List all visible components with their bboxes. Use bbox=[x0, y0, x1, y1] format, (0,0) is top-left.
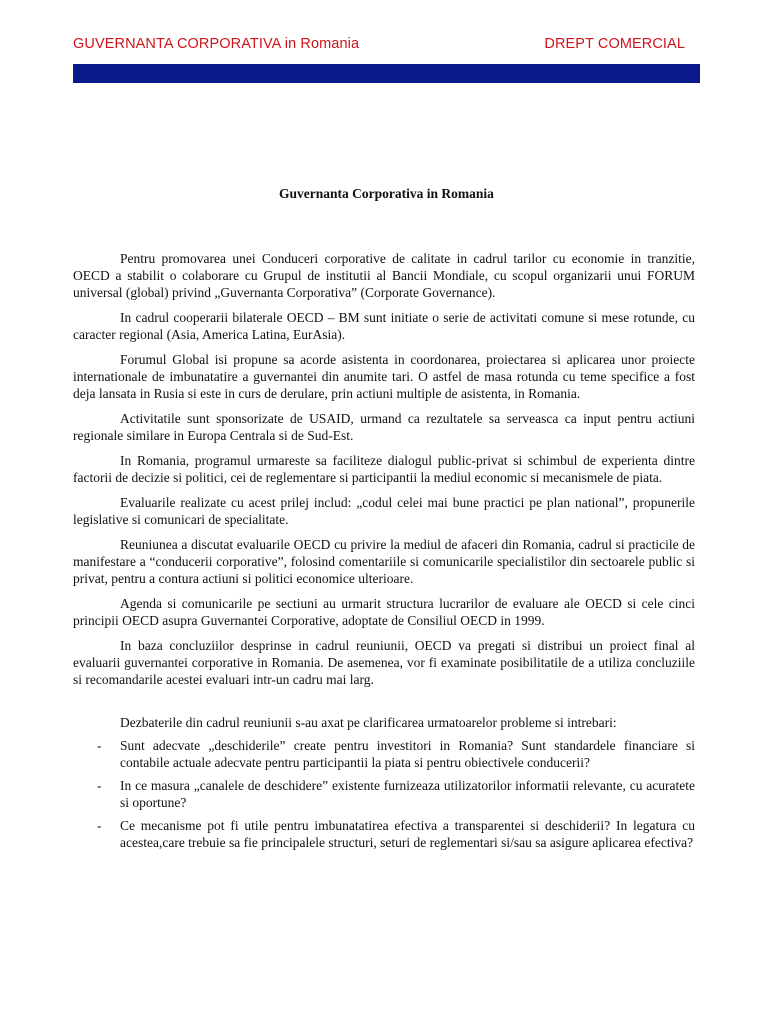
spacer bbox=[73, 696, 695, 714]
list-intro: Dezbaterile din cadrul reuniunii s-au axat pe clarificarea urmatoarelor probleme si intrebari: bbox=[120, 715, 617, 730]
paragraph: Reuniunea a discutat evaluarile OECD cu privire la mediul de afaceri din Romania, cadrul si practicile de manifestare a “conducerii corporative”, folosind comentariile si comunicarile specialistilor din sectoarele public si privat, pentru a contura actiuni si politici economice ulterioare. bbox=[73, 537, 695, 586]
list-item bbox=[73, 777, 695, 811]
paragraph: Pentru promovarea unei Conduceri corporative de calitate in cadrul tarilor cu economie in tranzitie, OECD a stabilit o colaborare cu Grupul de institutii al Bancii Mondiale, cu scopul organizarii unui FORUM universal (global) privind „Guvernanta Corporativa” (Corporate Governance). bbox=[73, 251, 695, 300]
dash-bullet: - bbox=[97, 818, 102, 833]
question-list bbox=[73, 737, 695, 851]
paragraph: Forumul Global isi propune sa acorde asistenta in coordonarea, proiectarea si aplicarea unor proiecte internationale de imbunatatire a guvernantei din anumite tari. O astfel de masa rotunda cu teme specifice a fost deja lansata in Rusia si este in curs de derulare, prin actiuni multiple de asistenta, in Romania. bbox=[73, 352, 695, 401]
header-left-title: GUVERNANTA CORPORATIVA in Romania bbox=[73, 36, 360, 52]
paragraph: In cadrul cooperarii bilaterale OECD – BM sunt initiate o serie de activitati comune si mese rotunde, cu caracter regional (Asia, America Latina, EurAsia). bbox=[73, 310, 695, 342]
list-item bbox=[73, 737, 695, 771]
paragraph: Agenda si comunicarile pe sectiuni au urmarit structura lucrarilor de evaluare ale OECD si cele cinci principii OECD asupra Guvernantei Corporative, adoptate de Consiliul OECD in 1999. bbox=[73, 596, 695, 628]
paragraph: Evaluarile realizate cu acest prilej includ: „codul celei mai bune practici pe plan national”, propunerile legislative si comunicari de specialitate. bbox=[73, 495, 695, 527]
list-item-text: Sunt adecvate „deschiderile” create pentru investitori in Romania? Sunt standardele financiare si contabile actuale adecvate pentru participantii la piata si pentru obiectivele conducerii? bbox=[120, 738, 695, 770]
list-item bbox=[73, 817, 695, 851]
list-item-text: In ce masura „canalele de deschidere” existente furnizeaza utilizatorilor informatii relevante, cu acuratete si oportune? bbox=[120, 778, 695, 810]
paragraph: In Romania, programul urmareste sa faciliteze dialogul public-privat si schimbul de experienta dintre factorii de decizie si politici, cei de reglementare si participantii la mediul economic si mecanismele de piata. bbox=[73, 453, 695, 485]
document-body bbox=[73, 250, 695, 857]
paragraph: Activitatile sunt sponsorizate de USAID, urmand ca rezultatele sa serveasca ca input pentru actiuni regionale similare in Europa Centrala si de Sud-Est. bbox=[73, 411, 695, 443]
paragraph: In baza concluziilor desprinse in cadrul reuniunii, OECD va pregati si distribui un proiect final al evaluarii guvernantei corporative in Romania. De asemenea, vor fi examinate posibilitatile de a utiliza concluziile si recomandarile acestei evaluari intr-un cadru mai larg. bbox=[73, 638, 695, 687]
document-title: Guvernanta Corporativa in Romania bbox=[279, 186, 494, 201]
list-item-text: Ce mecanisme pot fi utile pentru imbunatatirea efectiva a transparentei si deschiderii? In legatura cu acestea,care trebuie sa fie principalele structuri, seturi de reglementari si/sau sa asigure aplicarea efectiva? bbox=[120, 818, 695, 850]
header-bar bbox=[73, 64, 700, 83]
dash-bullet: - bbox=[97, 738, 102, 753]
header-right-title: DREPT COMERCIAL bbox=[544, 36, 685, 52]
dash-bullet: - bbox=[97, 778, 102, 793]
